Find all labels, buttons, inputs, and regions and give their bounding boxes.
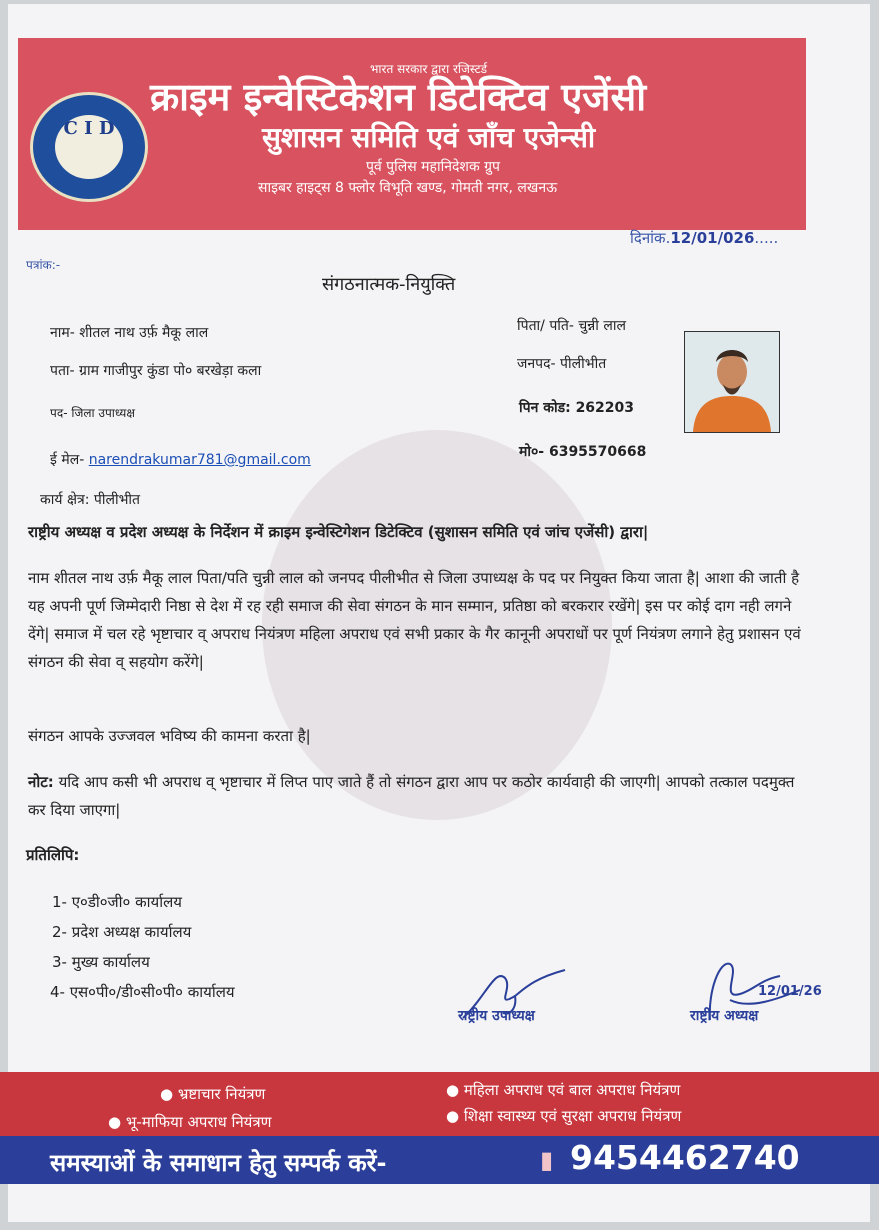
field-post: पद- जिला उपाध्यक्ष xyxy=(50,406,135,420)
date-label: दिनांक xyxy=(630,229,666,247)
field-work-area: कार्य क्षेत्र: पीलीभीत xyxy=(40,492,141,508)
president-title: राष्ट्रीय अध्यक्ष xyxy=(690,1008,759,1024)
footer-bullet-4: ● शिक्षा स्वास्थ्य एवं सुरक्षा अपराध नियंत्रण xyxy=(446,1107,682,1125)
paragraph-note xyxy=(28,768,808,824)
email-link[interactable]: narendrakumar781@gmail.com xyxy=(88,452,311,468)
field-father: पिता/ पति- चुन्नी लाल xyxy=(517,318,626,334)
date-value: 12/01/026 xyxy=(670,229,755,247)
document-title: संगठनात्मक-नियुक्ति xyxy=(322,274,456,295)
logo-seal: C I D xyxy=(55,115,123,179)
field-name: नाम- शीतल नाथ उर्फ़ मैकू लाल xyxy=(50,325,209,341)
agency-logo xyxy=(30,92,148,202)
reference-label: पत्रांक:- xyxy=(26,258,61,272)
paragraph-appointment: नाम शीतल नाथ उर्फ़ मैकू लाल पिता/पति चुन्नी लाल को जनपद पीलीभीत से जिला उपाध्यक्ष के पद पर नियुक्त किया जाता है| आशा की जाती है यह अपनी पूर्ण जिम्मेदारी निष्ठा से देश में रह रही समाज की सेवा संगठन के मान सम्मान, प्रतिष्ठा को बरकरार रखेंगे| इस पर कोई दाग नही लगने देंगे| समाज में चल रहे भृष्टाचार व् अपराध नियंत्रण महिला अपराध एवं सभी प्रकार के गैर कानूनी अपराधों पर पूर्ण नियंत्रण लगाने हेतु प्रशासन एवं संगठन की सेवा व् सहयोग करेंगे| xyxy=(28,569,801,671)
member-photo xyxy=(684,331,780,433)
copy-item-1: 1- ए०डी०जी० कार्यालय xyxy=(52,893,182,911)
copy-item-3: 3- मुख्य कार्यालय xyxy=(52,953,150,971)
date-dots: ..... xyxy=(754,229,779,247)
signature-date: 12/01/26 xyxy=(758,984,822,999)
date-line xyxy=(630,228,778,248)
field-email-line xyxy=(50,450,311,469)
field-address: पता- ग्राम गाजीपुर कुंडा पो० बरखेड़ा कला xyxy=(50,363,262,379)
footer-bullet-1: ● भ्रष्टाचार नियंत्रण xyxy=(160,1085,266,1103)
copies-label: प्रतिलिपि: xyxy=(26,846,80,864)
phone-icon: ▮ xyxy=(540,1146,554,1174)
note-text: यदि आप कसी भी अपराध व् भृष्टाचार में लिप्त पाए जाते हैं तो संगठन द्वारा आप पर कठोर कार्यवाही की जाएगी| आपको तत्काल पदमुक्त कर दिया जाएगा| xyxy=(28,773,795,819)
address-text: साइबर हाइट्स 8 फ्लोर विभूति खण्ड, गोमती नगर, लखनऊ xyxy=(258,180,558,196)
field-pin: पिन कोड: 262203 xyxy=(519,400,635,416)
paragraph-wish: संगठन आपके उज्जवल भविष्य की कामना करता है| xyxy=(28,727,311,745)
copy-item-2: 2- प्रदेश अध्यक्ष कार्यालय xyxy=(52,923,192,941)
field-mobile: मो०- 6395570668 xyxy=(519,444,647,460)
field-district: जनपद- पीलीभीत xyxy=(517,356,607,372)
agency-name: क्राइम इन्वेस्टिकेशन डिटेक्टिव एजेंसी xyxy=(150,75,647,119)
contact-label: समस्याओं के समाधान हेतु सम्पर्क करें- xyxy=(50,1149,387,1177)
email-label: ई मेल- xyxy=(50,452,85,468)
copy-item-4: 4- एस०पी०/डी०सी०पी० कार्यालय xyxy=(50,983,235,1001)
footer-bullet-3: ● भू-माफिया अपराध नियंत्रण xyxy=(108,1113,272,1131)
registered-text: भारत सरकार द्वारा रजिस्टर्ड xyxy=(370,62,488,76)
paragraph-directive: राष्ट्रीय अध्यक्ष व प्रदेश अध्यक्ष के निर्देशन में क्राइम इन्वेस्टिगेशन डिटेक्टिव (सुशासन समिति एवं जांच एजेंसी) द्वारा| xyxy=(28,523,649,541)
agency-subname: सुशासन समिति एवं जाँच एजेन्सी xyxy=(262,121,596,154)
group-text: पूर्व पुलिस महानिदेशक ग्रुप xyxy=(366,159,501,175)
contact-phone[interactable]: 9454462740 xyxy=(570,1138,800,1177)
date-separator: . xyxy=(665,229,671,247)
note-label: नोट: xyxy=(28,773,54,791)
vice-president-title: राष्ट्रीय उपाध्यक्ष xyxy=(458,1008,535,1024)
footer-bullet-2: ● महिला अपराध एवं बाल अपराध नियंत्रण xyxy=(446,1081,681,1099)
